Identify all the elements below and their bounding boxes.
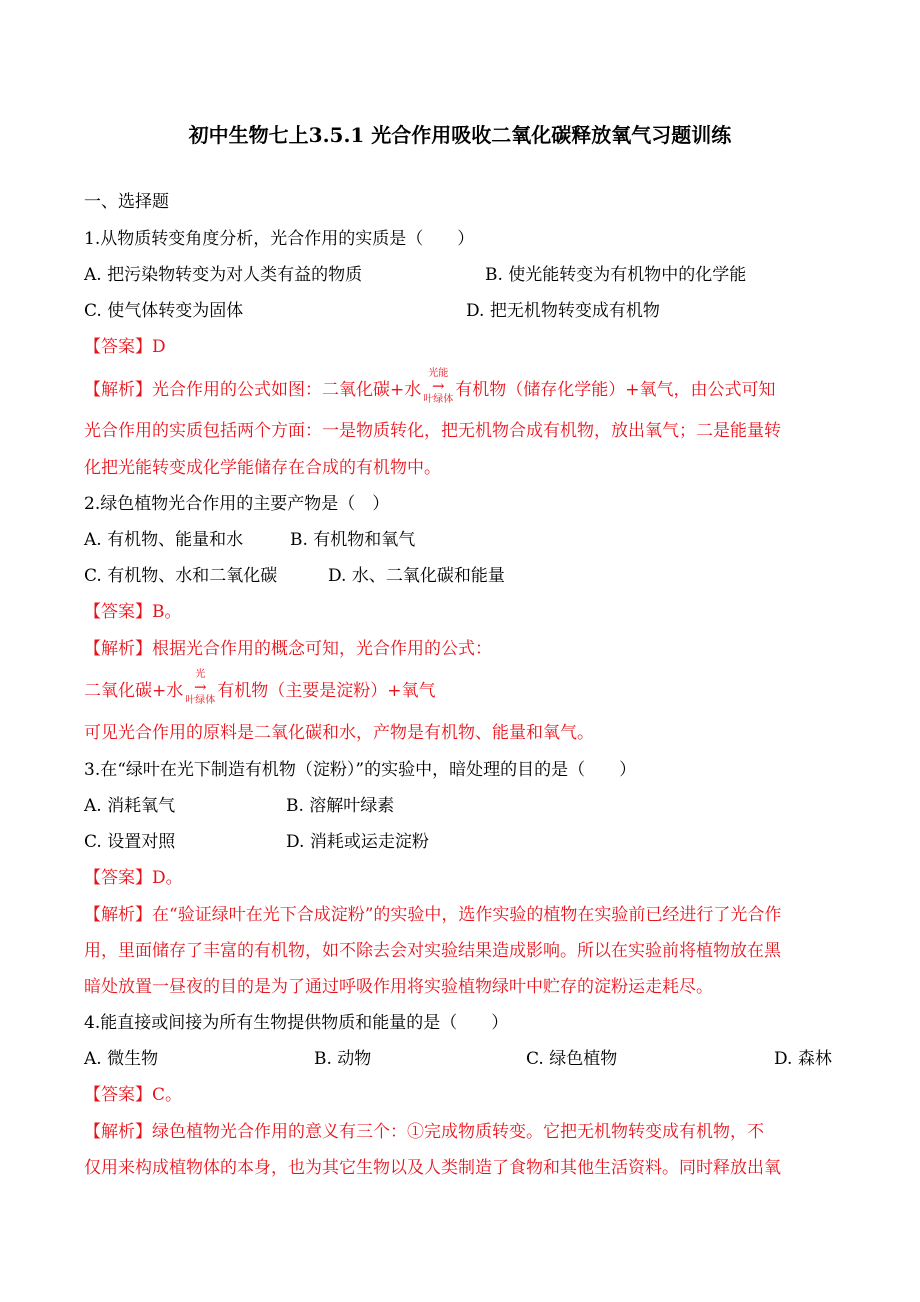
document-title: 初中生物七上3.5.1 光合作用吸收二氧化碳释放氧气习题训练 — [188, 123, 732, 147]
q4-option-c: C. 绿色植物 — [526, 1049, 618, 1069]
arrow-condition-top: 光能 — [428, 368, 449, 379]
q1-option-d: D. 把无机物转变成有机物 — [466, 301, 660, 321]
q2-option-a: A. 有机物、能量和水 — [84, 530, 244, 550]
q2-explanation-line1: 【解析】根据光合作用的概念可知，光合作用的公式： — [84, 639, 492, 659]
q2-answer: 【答案】B。 — [84, 602, 182, 622]
q3-option-c: C. 设置对照 — [84, 832, 176, 852]
q4-option-b: B. 动物 — [314, 1049, 372, 1069]
q1-explanation-line1 — [84, 368, 836, 408]
arrow-condition-bottom: 叶绿体 — [185, 695, 216, 706]
arrow-icon: → — [431, 377, 445, 395]
q3-explanation-line3: 暗处放置一昼夜的目的是为了通过呼吸作用将实验植物绿叶中贮存的淀粉运走耗尽。 — [84, 977, 713, 997]
q2-option-d: D. 水、二氧化碳和能量 — [328, 566, 505, 586]
q2-explanation-line3: 可见光合作用的原料是二氧化碳和水，产物是有机物、能量和氧气。 — [84, 723, 594, 743]
q1-exp-pre: 【解析】光合作用的公式如图：二氧化碳+水 — [84, 380, 422, 400]
q2-option-b: B. 有机物和氧气 — [290, 530, 416, 550]
q4-question: 4.能直接或间接为所有生物提供物质和能量的是（ ） — [84, 1013, 509, 1033]
q1-option-a: A. 把污染物转变为对人类有益的物质 — [84, 265, 363, 285]
q1-option-c: C. 使气体转变为固体 — [84, 301, 244, 321]
q1-answer: 【答案】D — [84, 337, 166, 357]
q3-option-a: A. 消耗氧气 — [84, 796, 176, 816]
q4-answer: 【答案】C。 — [84, 1085, 183, 1105]
q3-option-b: B. 溶解叶绿素 — [286, 796, 395, 816]
q1-explanation-line3: 化把光能转变成化学能储存在合成的有机物中。 — [84, 458, 441, 478]
q4-explanation-line1: 【解析】绿色植物光合作用的意义有三个：①完成物质转变。它把无机物转变成有机物，不 — [84, 1122, 764, 1142]
q1-explanation-line2: 光合作用的实质包括两个方面：一是物质转化，把无机物合成有机物，放出氧气；二是能量转 — [84, 421, 781, 441]
q2-formula-pre: 二氧化碳+水 — [84, 681, 184, 701]
q3-explanation-line2: 用，里面储存了丰富的有机物，如不除去会对实验结果造成影响。所以在实验前将植物放在黑 — [84, 941, 781, 961]
reaction-arrow — [183, 669, 217, 709]
q1-option-b: B. 使光能转变为有机物中的化学能 — [485, 265, 747, 285]
q2-question: 2.绿色植物光合作用的主要产物是（ ） — [84, 494, 390, 514]
section-heading: 一、选择题 — [84, 192, 169, 212]
q1-exp-post: 有机物（储存化学能）+氧气，由公式可知 — [455, 380, 776, 400]
reaction-arrow — [421, 368, 455, 408]
arrow-condition-bottom: 叶绿体 — [423, 394, 454, 405]
q3-explanation-line1: 【解析】在“验证绿叶在光下合成淀粉”的实验中，选作实验的植物在实验前已经进行了光合作 — [84, 905, 782, 925]
q1-question: 1.从物质转变角度分析，光合作用的实质是（ ） — [84, 229, 475, 249]
q2-formula — [84, 669, 836, 709]
q2-formula-post: 有机物（主要是淀粉）+氧气 — [217, 681, 436, 701]
q4-option-d: D. 森林 — [774, 1049, 832, 1069]
q3-option-d: D. 消耗或运走淀粉 — [286, 832, 429, 852]
q3-answer: 【答案】D。 — [84, 868, 183, 888]
q4-option-a: A. 微生物 — [84, 1049, 159, 1069]
q2-option-c: C. 有机物、水和二氧化碳 — [84, 566, 278, 586]
arrow-condition-top: 光 — [195, 669, 206, 680]
q4-explanation-line2: 仅用来构成植物体的本身，也为其它生物以及人类制造了食物和其他生活资料。同时释放出氧 — [84, 1158, 781, 1178]
arrow-icon: → — [193, 678, 207, 696]
q3-question: 3.在“绿叶在光下制造有机物（淀粉）”的实验中，暗处理的目的是（ ） — [84, 760, 637, 780]
